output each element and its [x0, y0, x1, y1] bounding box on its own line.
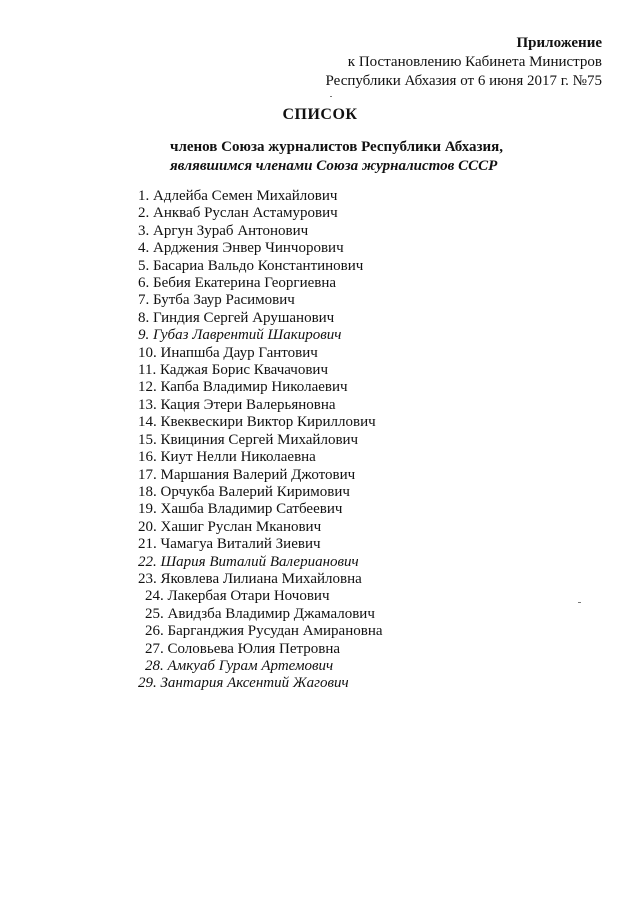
appendix-title: Приложение: [516, 35, 602, 51]
list-item: 13. Кация Этери Валерьяновна: [138, 396, 336, 413]
appendix-reference-line2: Республики Абхазия от 6 июня 2017 г. №75: [325, 73, 602, 89]
list-item: 1. Адлейба Семен Михайлович: [138, 188, 338, 204]
list-item: 24. Лакербая Отари Ночович: [145, 588, 330, 605]
list-item: 28. Амкуаб Гурам Артемович: [145, 657, 334, 674]
list-item: 11. Каджая Борис Квачачович: [138, 362, 329, 379]
subtitle-line2: являвшимся членами Союза журналистов СССР: [170, 158, 498, 174]
list-item: 14. Квеквескири Виктор Кириллович: [138, 414, 376, 431]
scan-speck: [330, 96, 332, 97]
list-item: 20. Хашиг Руслан Мканович: [138, 518, 322, 535]
members-list: [138, 188, 383, 693]
list-item: 4. Арджения Энвер Чинчорович: [138, 240, 344, 257]
list-item: 7. Бутба Заур Расимович: [138, 292, 295, 309]
document-subtitle: [170, 138, 503, 176]
document-title: СПИСОК: [282, 106, 358, 123]
list-item: 26. Барганджия Русудан Амирановна: [145, 623, 383, 640]
scan-speck: [578, 602, 581, 603]
list-item: 15. Квициния Сергей Михайлович: [138, 431, 359, 448]
list-item: 8. Гиндия Сергей Арушанович: [138, 309, 335, 326]
list-item: 2. Анкваб Руслан Астамурович: [138, 205, 338, 222]
list-item: 21. Чамагуа Виталий Зиевич: [138, 536, 321, 553]
list-item: 9. Губаз Лаврентий Шакирович: [138, 327, 342, 344]
list-item: 29. Зантария Аксентий Жагович: [138, 675, 349, 692]
list-item: 19. Хашба Владимир Сатбеевич: [138, 501, 343, 518]
list-item: 10. Инапшба Даур Гантович: [138, 344, 318, 361]
list-item: 5. Басариа Вальдо Константинович: [138, 257, 364, 274]
list-item: 6. Бебия Екатерина Георгиевна: [138, 275, 337, 292]
list-item: 27. Соловьева Юлия Петровна: [145, 640, 341, 657]
list-item: 18. Орчукба Валерий Киримович: [138, 483, 350, 500]
subtitle-line1: членов Союза журналистов Республики Абхазия,: [170, 139, 504, 155]
list-item: 25. Авидзба Владимир Джамалович: [145, 605, 375, 622]
appendix-header: [326, 34, 602, 91]
list-item: 23. Яковлева Лилиана Михайловна: [138, 570, 362, 587]
list-item: 3. Аргун Зураб Антонович: [138, 222, 309, 239]
list-item: 17. Маршания Валерий Джотович: [138, 466, 356, 483]
list-item: 16. Киут Нелли Николаевна: [138, 449, 316, 466]
list-item: 22. Шария Виталий Валерианович: [138, 553, 359, 570]
list-item: 12. Капба Владимир Николаевич: [138, 379, 348, 396]
appendix-reference-line1: к Постановлению Кабинета Министров: [347, 54, 602, 70]
